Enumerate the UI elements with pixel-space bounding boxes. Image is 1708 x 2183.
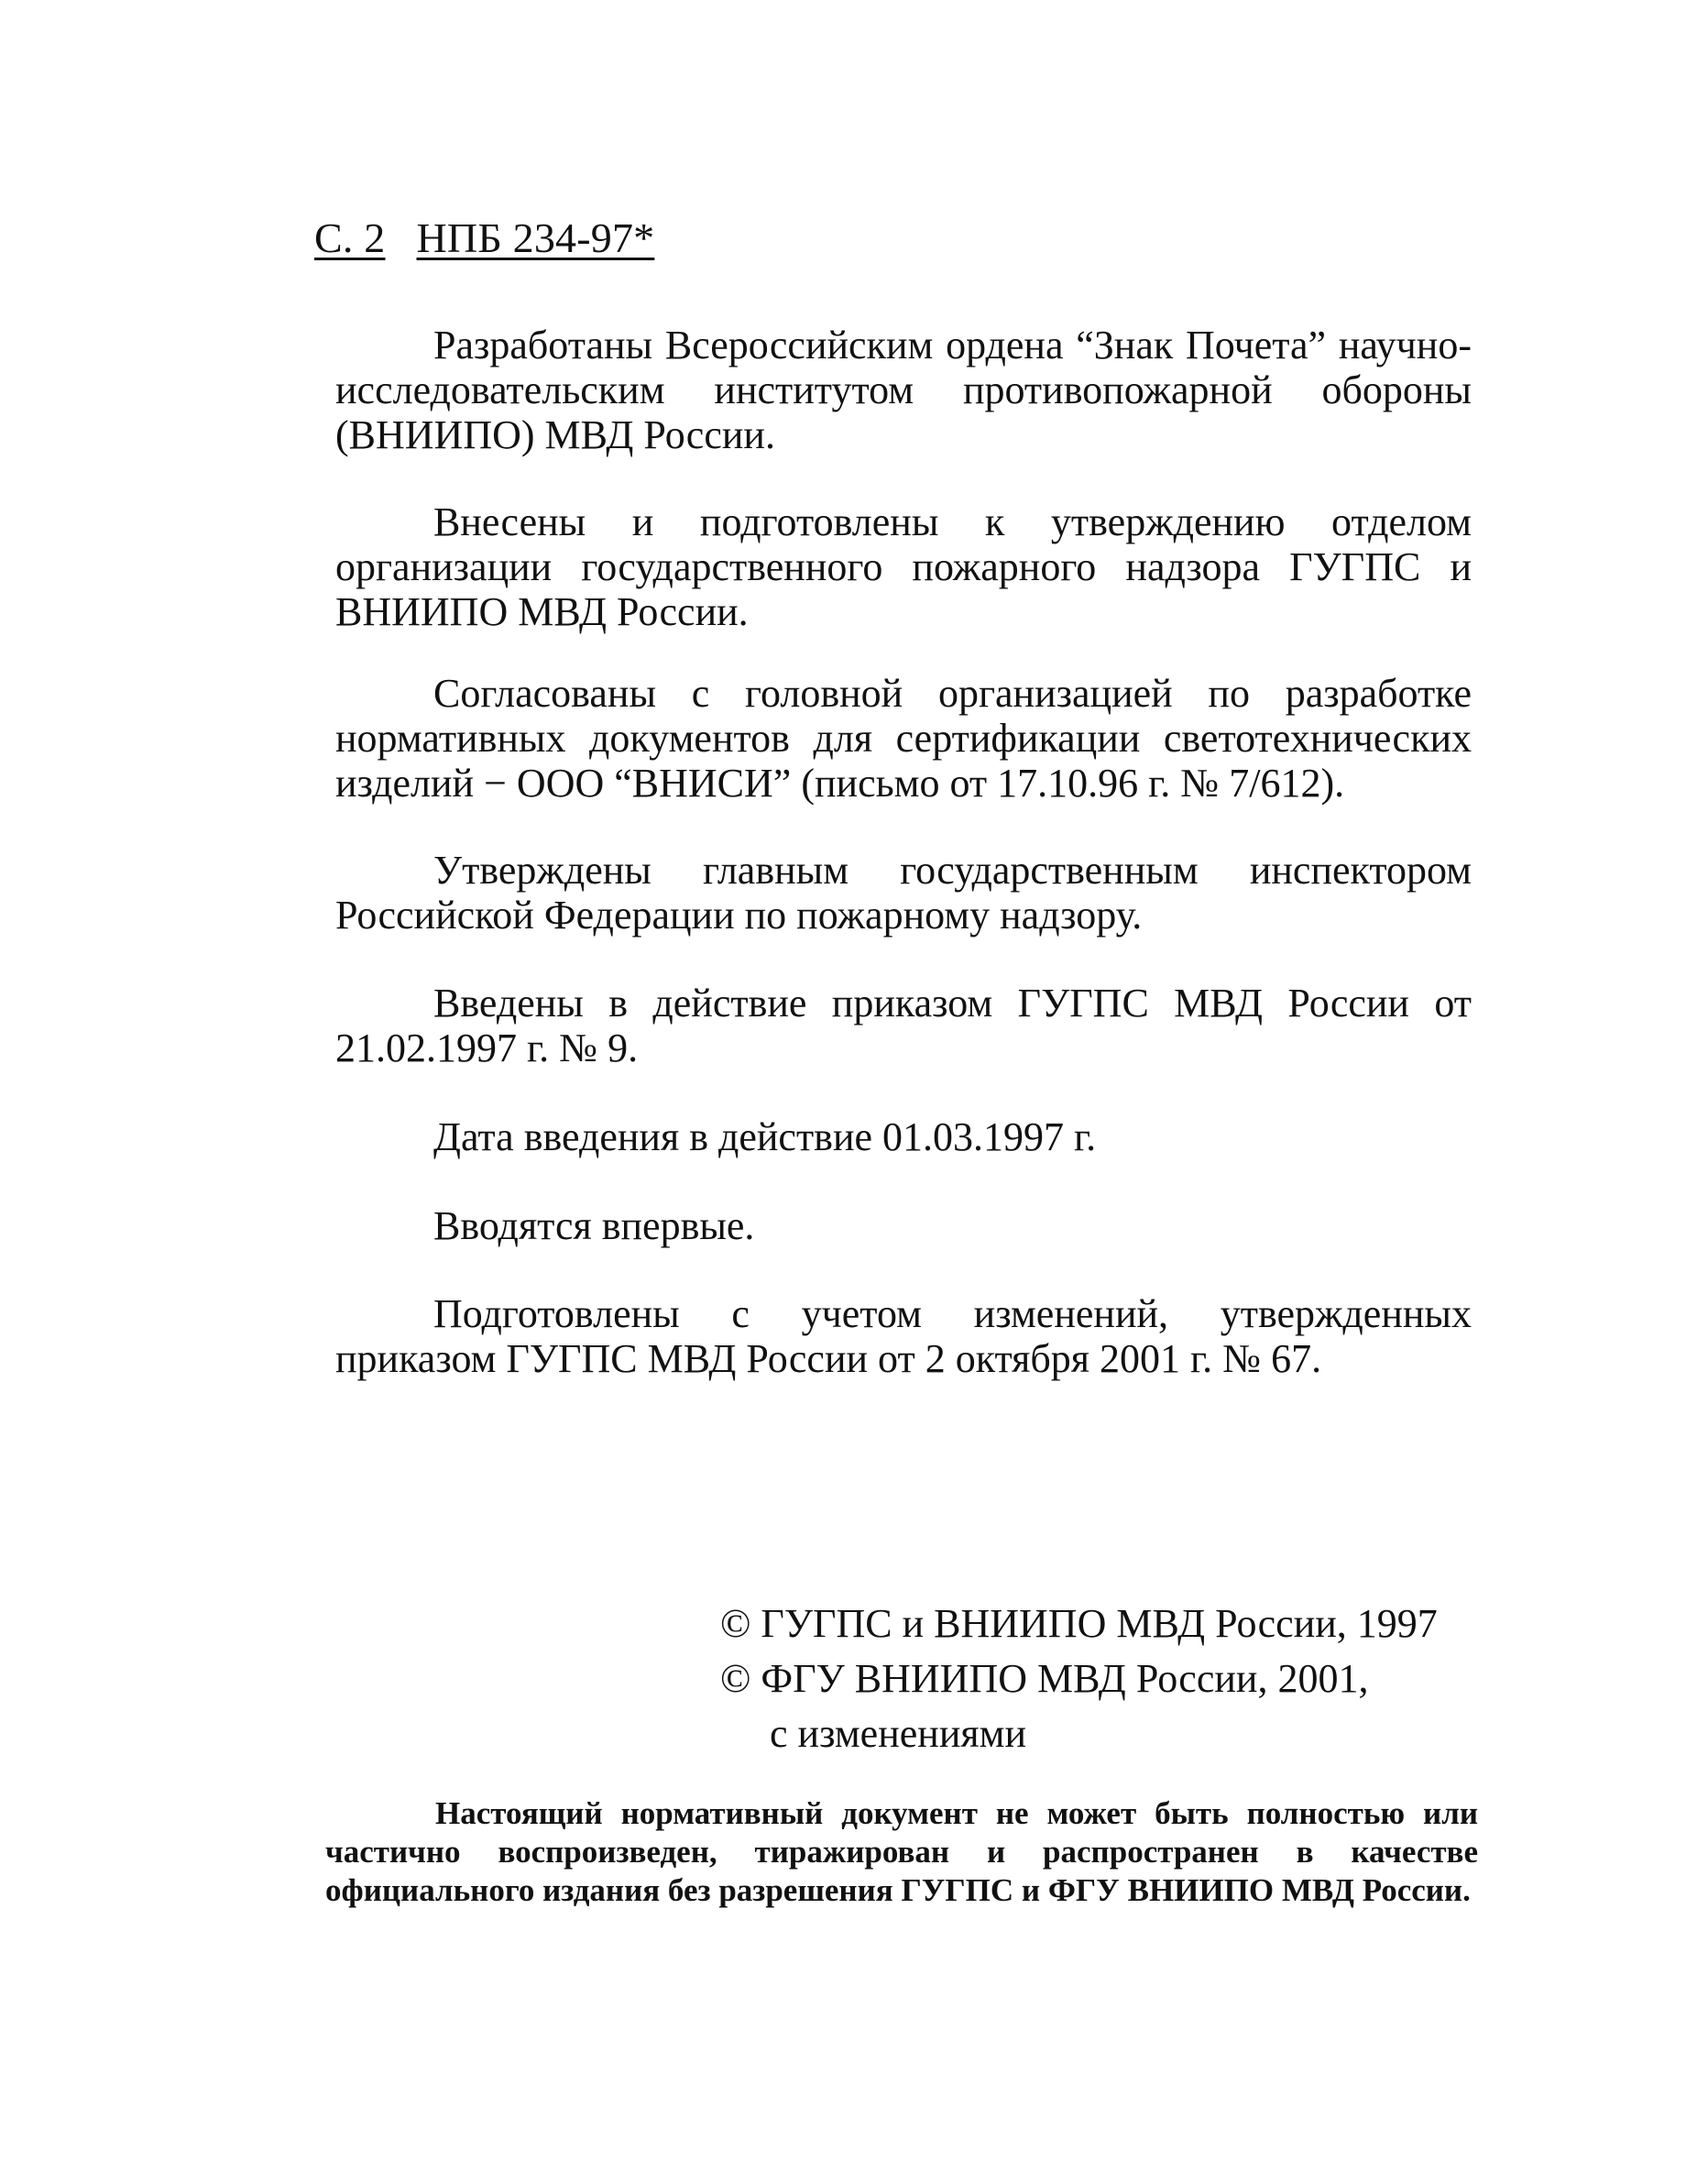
paragraph-submitted-by: Внесены и подготовлены к утверждению отделом организации государственного пожарного надзора ГУГПС и ВНИИПО МВД России.	[335, 499, 1472, 634]
paragraph-effective-date: Дата введения в действие 01.03.1997 г.	[433, 1114, 1097, 1159]
paragraph-approved-by: Утверждены главным государственным инспектором Российской Федерации по пожарному надзору.	[335, 848, 1472, 938]
paragraph-first-introduced: Вводятся впервые.	[433, 1203, 755, 1248]
reproduction-notice: Настоящий нормативный документ не может быть полностью или частично воспроизведен, тиражирован и распространен в качестве официального издания без разрешения ГУГПС и ФГУ ВНИИПО МВД России.	[325, 1795, 1478, 1908]
paragraph-amendments: Подготовлены с учетом изменений, утвержденных приказом ГУГПС МВД России от 2 октября 2001 г. № 67.	[335, 1291, 1472, 1381]
document-code: НПБ 234-97*	[416, 214, 655, 261]
copyright-line-2001: © ФГУ ВНИИПО МВД России, 2001,	[720, 1656, 1369, 1701]
page-number: С. 2	[314, 214, 386, 261]
paragraph-agreed-with: Согласованы с головной организацией по разработке нормативных документов для сертификации светотехнических изделий − ООО “ВНИСИ” (письмо от 17.10.96 г. № 7/612).	[335, 671, 1472, 806]
paragraph-enacted-by: Введены в действие приказом ГУГПС МВД России от 21.02.1997 г. № 9.	[335, 981, 1472, 1070]
paragraph-developed-by: Разработаны Всероссийским ордена “Знак Почета” научно-исследовательским институтом противопожарной обороны (ВНИИПО) МВД России.	[335, 323, 1472, 457]
copyright-amendments-note: с изменениями	[770, 1711, 1027, 1756]
copyright-line-1997: © ГУГПС и ВНИИПО МВД России, 1997	[720, 1601, 1438, 1646]
page-header	[314, 213, 654, 264]
